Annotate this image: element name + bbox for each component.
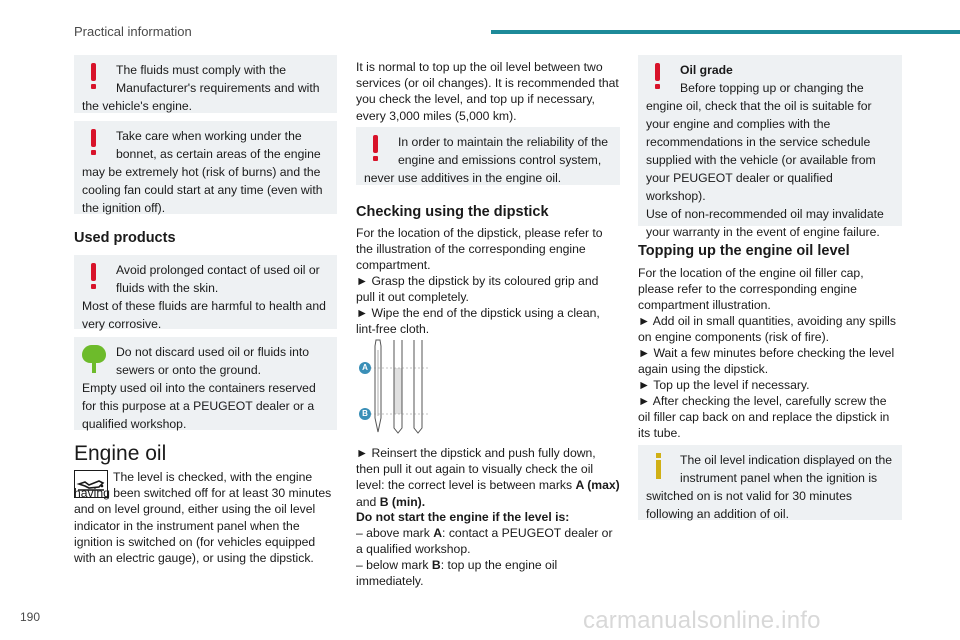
warning-text: The fluids must comply with the Manufacturer's requirements and with the vehicle's engine. xyxy=(82,63,320,113)
mark-b-badge: B xyxy=(359,408,371,420)
mark-b-label: B xyxy=(431,558,441,572)
heading-topping-up: Topping up the engine oil level xyxy=(638,243,850,259)
step-text: and xyxy=(356,494,380,509)
list-text: : contact a PEUGEOT dealer or a qualified workshop. xyxy=(356,526,613,557)
warning-icon xyxy=(364,133,392,165)
heading-dipstick: Checking using the dipstick xyxy=(356,204,549,220)
oil-grade-text: Before topping up or changing the engine oil, check that the oil is suitable for your engine and complies with the recommendations in the service schedule supplied with the vehicle (or available from your PEUGEOT dealer or qualified workshop). xyxy=(646,81,876,203)
dipstick-illustration xyxy=(356,338,446,436)
topping-step-topup: ► Top up the level if necessary. xyxy=(638,378,810,392)
dipstick-step-wipe: ► Wipe the end of the dipstick using a clean, lint-free cloth. xyxy=(356,306,600,337)
list-text: : top up the engine oil immediately. xyxy=(356,558,558,589)
page-number: 190 xyxy=(20,610,41,624)
below-mark-b xyxy=(356,557,620,589)
environment-text: Empty used oil into the containers reserved for this purpose at a PEUGEOT dealer or a qualified workshop. xyxy=(82,381,316,431)
mark-a-label: A xyxy=(433,526,443,540)
environment-box xyxy=(74,337,337,430)
warning-icon xyxy=(646,61,674,93)
step-text: ► Reinsert the dipstick and push fully down, then pull it out again to visually check the oil level: the correct level is between marks xyxy=(356,446,596,493)
topping-intro: For the location of the engine oil filler cap, please refer to the corresponding engine compartment illustration. xyxy=(638,266,864,313)
list-text: – below mark xyxy=(356,558,432,572)
info-text: The oil level indication displayed on the instrument panel when the ignition is switched on is not valid for 30 minutes following an addition of oil. xyxy=(646,453,893,521)
oil-grade-title: Oil grade xyxy=(680,63,733,77)
topping-step-screw: ► After checking the level, carefully screw the oil filler cap back on and replace the dipstick in its tube. xyxy=(638,394,890,441)
oil-topup-intro: It is normal to top up the oil level between two services (or oil changes). It is recommended that you check the level, and top up if necessary, every 3,000 miles (5,000 km). xyxy=(356,60,619,123)
warning-text: In order to maintain the reliability of the engine and emissions control system, never use additives in the engine oil. xyxy=(364,135,609,185)
warning-box-fluids xyxy=(74,55,337,113)
environment-tree-icon xyxy=(82,343,110,375)
dipstick-step-reinsert xyxy=(356,445,620,510)
warning-text: Take care when working under the bonnet, as certain areas of the engine may be extremely hot (risk of burns) and the cooling fan could start at any time (even with the ignition off). xyxy=(82,129,323,215)
warning-icon xyxy=(82,261,110,293)
mark-b-min: B (min). xyxy=(379,494,426,509)
warning-icon xyxy=(82,127,110,159)
warning-icon xyxy=(82,61,110,93)
warning-box-bonnet xyxy=(74,121,337,214)
header-accent-bar xyxy=(491,30,960,34)
warning-text: Avoid prolonged contact of used oil or fluids with the skin. xyxy=(116,263,320,295)
heading-engine-oil: Engine oil xyxy=(74,442,167,465)
oil-grade-warning-box xyxy=(638,55,902,239)
oil-grade-warranty: Use of non-recommended oil may invalidate your warranty in the event of engine failure. xyxy=(646,207,884,239)
section-title: Practical information xyxy=(74,24,192,39)
dipstick-intro: For the location of the dipstick, please refer to the illustration of the corresponding engine compartment. xyxy=(356,226,603,273)
warning-text: Most of these fluids are harmful to health and very corrosive. xyxy=(82,299,326,331)
mark-a-badge: A xyxy=(359,362,371,374)
info-icon xyxy=(646,451,674,483)
list-text: – above mark xyxy=(356,526,434,540)
info-box xyxy=(638,445,902,520)
above-mark-a xyxy=(356,525,620,557)
watermark: carmanualsonline.info xyxy=(583,607,821,634)
warning-box-additives xyxy=(356,127,620,185)
engine-oil-text: The level is checked, with the engine having been switched off for at least 30 minutes and on level ground, either using the oil level indicator in the instrument panel when the ignition is switched on (for vehicles equipped with an electric gauge), or using the dipstick. xyxy=(74,470,332,566)
dipstick-step-grasp: ► Grasp the dipstick by its coloured grip and pull it out completely. xyxy=(356,274,599,305)
warning-box-used-oil xyxy=(74,255,337,329)
do-not-start-warning: Do not start the engine if the level is: xyxy=(356,510,570,524)
topping-step-add: ► Add oil in small quantities, avoiding any spills on engine components (risk of fire). xyxy=(638,314,896,345)
mark-a-max: A (max) xyxy=(575,478,620,493)
topping-step-wait: ► Wait a few minutes before checking the level again using the dipstick. xyxy=(638,346,895,377)
heading-used-products: Used products xyxy=(74,230,176,246)
environment-text: Do not discard used oil or fluids into sewers or onto the ground. xyxy=(116,345,310,377)
